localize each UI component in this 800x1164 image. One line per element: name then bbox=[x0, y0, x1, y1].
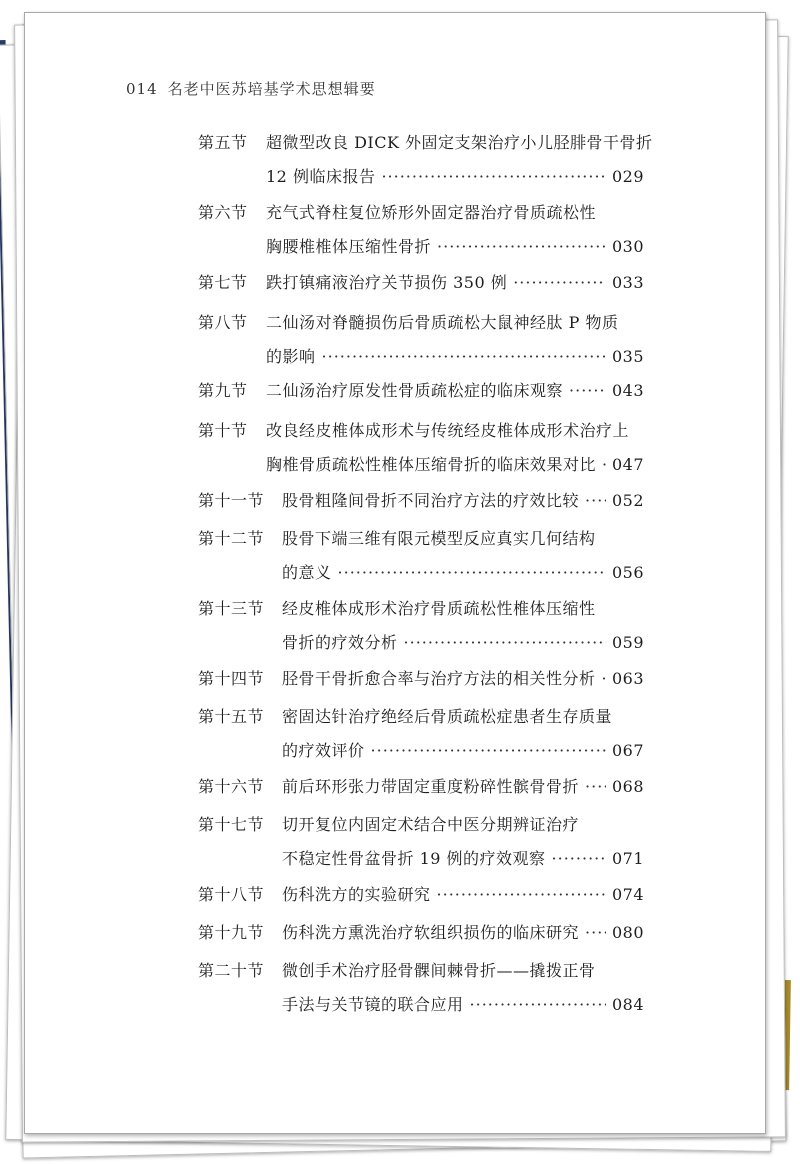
toc-entry bbox=[198, 418, 644, 486]
toc-page-number: 047 bbox=[612, 455, 645, 474]
dot-leader bbox=[381, 167, 606, 186]
toc-page-number: 052 bbox=[612, 491, 645, 510]
toc-page-number: 084 bbox=[612, 995, 645, 1014]
toc-title-line bbox=[282, 704, 644, 727]
toc-section-label: 第五节 bbox=[198, 133, 248, 152]
toc-title-text: 二仙汤对脊髓损伤后骨质疏松大鼠神经肽 P 物质 bbox=[266, 313, 619, 332]
toc-title-line bbox=[266, 378, 644, 401]
toc-section-label: 第十九节 bbox=[198, 923, 265, 942]
toc-title-line bbox=[266, 164, 644, 187]
toc-title-text: 的意义 bbox=[282, 563, 332, 582]
toc-title-text: 12 例临床报告 bbox=[266, 167, 376, 186]
toc-entry bbox=[198, 378, 644, 412]
toc-title-text: 胫骨干骨折愈合率与治疗方法的相关性分析 bbox=[282, 669, 596, 688]
toc-page-number: 074 bbox=[612, 885, 645, 904]
toc-entry bbox=[198, 596, 644, 664]
toc-title-text: 二仙汤治疗原发性骨质疏松症的临床观察 bbox=[266, 381, 564, 400]
toc-page-number: 056 bbox=[612, 563, 645, 582]
toc-entry bbox=[198, 130, 653, 198]
toc-title-line bbox=[282, 812, 644, 835]
toc-title-line bbox=[266, 270, 644, 293]
dot-leader bbox=[338, 563, 606, 582]
toc-title-line bbox=[282, 488, 644, 511]
toc-entry bbox=[198, 920, 644, 954]
toc-title-line bbox=[266, 200, 644, 223]
book-title: 名老中医苏培基学术思想辑要 bbox=[167, 80, 376, 98]
toc-title-text: 伤科洗方的实验研究 bbox=[282, 885, 431, 904]
toc-section-label: 第十五节 bbox=[198, 707, 265, 726]
toc-page-number: 068 bbox=[612, 777, 645, 796]
toc-title-line bbox=[266, 344, 644, 367]
toc-page-number: 035 bbox=[612, 347, 645, 366]
toc-title-text: 前后环形张力带固定重度粉碎性髌骨骨折 bbox=[282, 777, 580, 796]
dot-leader bbox=[602, 455, 606, 474]
toc-title-text: 股骨粗隆间骨折不同治疗方法的疗效比较 bbox=[282, 491, 580, 510]
dot-leader bbox=[513, 273, 606, 292]
dot-leader bbox=[585, 923, 606, 942]
toc-title-line bbox=[266, 310, 644, 333]
dot-leader bbox=[602, 669, 606, 688]
toc-section-label: 第十四节 bbox=[198, 669, 265, 688]
toc-page-number: 043 bbox=[612, 381, 645, 400]
toc-title-line bbox=[282, 846, 644, 869]
dot-leader bbox=[404, 633, 606, 652]
toc-title-text: 改良经皮椎体成形术与传统经皮椎体成形术治疗上 bbox=[266, 421, 630, 440]
toc-section-label: 第十七节 bbox=[198, 815, 265, 834]
toc-section-label: 第二十节 bbox=[198, 961, 265, 980]
dot-leader bbox=[569, 381, 606, 400]
toc-title-line bbox=[266, 452, 644, 475]
toc-title-text: 手法与关节镜的联合应用 bbox=[282, 995, 464, 1014]
toc-title-text: 微创手术治疗胫骨髁间棘骨折——撬拨正骨 bbox=[282, 961, 596, 980]
toc-title-text: 伤科洗方熏洗治疗软组织损伤的临床研究 bbox=[282, 923, 580, 942]
toc-page-number: 063 bbox=[612, 669, 645, 688]
toc-title-text: 不稳定性骨盆骨折 19 例的疗效观察 bbox=[282, 849, 546, 868]
toc-section-label: 第八节 bbox=[198, 313, 248, 332]
toc-page-number: 030 bbox=[612, 237, 645, 256]
dot-leader bbox=[437, 237, 606, 256]
dot-leader bbox=[552, 849, 606, 868]
toc-title-line bbox=[282, 738, 644, 761]
toc-title-text: 经皮椎体成形术治疗骨质疏松性椎体压缩性 bbox=[282, 599, 596, 618]
dot-leader bbox=[322, 347, 606, 366]
dot-leader bbox=[585, 777, 606, 796]
toc-title-text: 股骨下端三维有限元模型反应真实几何结构 bbox=[282, 529, 596, 548]
dot-leader bbox=[585, 491, 606, 510]
toc-entry bbox=[198, 812, 644, 880]
toc-title-text: 胸腰椎椎体压缩性骨折 bbox=[266, 237, 432, 256]
toc-title-line bbox=[266, 130, 653, 153]
toc-entry bbox=[198, 774, 644, 808]
toc-title-line bbox=[282, 526, 644, 549]
toc-title-text: 超微型改良 DICK 外固定支架治疗小儿胫腓骨干骨折 bbox=[266, 133, 653, 152]
toc-page-number: 071 bbox=[612, 849, 645, 868]
toc-title-line bbox=[266, 418, 644, 441]
toc-section-label: 第六节 bbox=[198, 203, 248, 222]
toc-section-label: 第十节 bbox=[198, 421, 248, 440]
toc-entry bbox=[198, 270, 644, 304]
toc-title-line bbox=[282, 958, 644, 981]
page-number: 014 bbox=[126, 80, 158, 98]
toc-entry bbox=[198, 488, 644, 522]
toc-title-text: 的影响 bbox=[266, 347, 316, 366]
toc-entry bbox=[198, 666, 644, 700]
toc-title-text: 的疗效评价 bbox=[282, 741, 365, 760]
toc-title-text: 胸椎骨质疏松性椎体压缩骨折的临床效果对比 bbox=[266, 455, 597, 474]
toc-page-number: 033 bbox=[612, 273, 645, 292]
toc-section-label: 第九节 bbox=[198, 381, 248, 400]
toc-title-line bbox=[282, 596, 644, 619]
toc-entry bbox=[198, 704, 644, 772]
toc-title-line bbox=[266, 234, 644, 257]
toc-section-label: 第十二节 bbox=[198, 529, 265, 548]
dot-leader bbox=[470, 995, 606, 1014]
toc-page-number: 059 bbox=[612, 633, 645, 652]
toc-title-text: 密固达针治疗绝经后骨质疏松症患者生存质量 bbox=[282, 707, 613, 726]
toc-entry bbox=[198, 882, 644, 916]
toc-title-line bbox=[282, 992, 644, 1015]
toc-title-line bbox=[282, 774, 644, 797]
toc-title-line bbox=[282, 630, 644, 653]
dot-leader bbox=[437, 885, 606, 904]
toc-section-label: 第十一节 bbox=[198, 491, 265, 510]
toc-title-text: 骨折的疗效分析 bbox=[282, 633, 398, 652]
toc-title-line bbox=[282, 920, 644, 943]
dot-leader bbox=[371, 741, 606, 760]
toc-page-number: 080 bbox=[612, 923, 645, 942]
toc-entry bbox=[198, 526, 644, 594]
toc-section-label: 第十六节 bbox=[198, 777, 265, 796]
toc-title-text: 跌打镇痛液治疗关节损伤 350 例 bbox=[266, 273, 508, 292]
toc-title-text: 充气式脊柱复位矫形外固定器治疗骨质疏松性 bbox=[266, 203, 597, 222]
toc-title-line bbox=[282, 666, 644, 689]
toc-section-label: 第七节 bbox=[198, 273, 248, 292]
toc-entry bbox=[198, 958, 644, 1026]
toc-section-label: 第十三节 bbox=[198, 599, 265, 618]
toc-title-line bbox=[282, 882, 644, 905]
toc-title-line bbox=[282, 560, 644, 583]
toc-section-label: 第十八节 bbox=[198, 885, 265, 904]
toc-title-text: 切开复位内固定术结合中医分期辨证治疗 bbox=[282, 815, 580, 834]
toc-entry bbox=[198, 200, 644, 268]
toc-page-number: 029 bbox=[612, 167, 645, 186]
toc-entry bbox=[198, 310, 644, 378]
toc-page-number: 067 bbox=[612, 741, 645, 760]
